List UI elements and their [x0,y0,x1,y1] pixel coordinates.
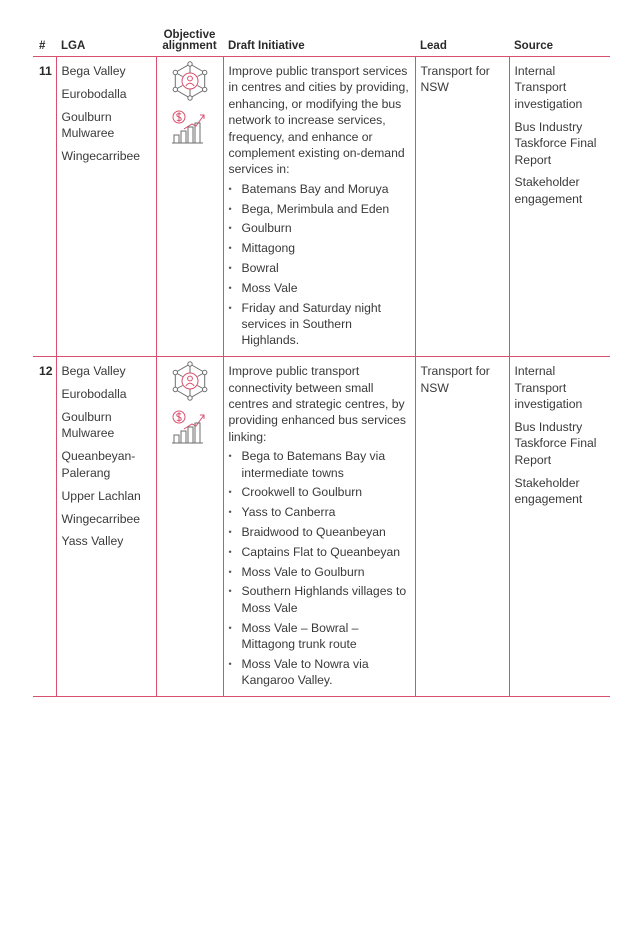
col-header-source: Source [509,30,610,57]
objective-alignment-cell [156,357,223,697]
list-item: • Batemans Bay and Moruya [229,181,410,197]
list-item: • Mittagong [229,240,410,256]
objective-alignment-cell [156,57,223,357]
source-item: Internal Transport investigation [514,364,583,412]
lga-item: Yass Valley [61,534,124,549]
list-item: • Bega, Merimbula and Eden [229,201,410,217]
list-item: • Yass to Canberra [229,504,410,520]
objective-icons [162,361,218,445]
network-people-icon [170,61,210,101]
lga-cell [56,357,156,697]
lga-item: Eurobodalla [61,86,127,101]
lead-cell: Transport for NSW [415,57,509,357]
lga-cell [56,57,156,357]
source-item: Stakeholder engagement [514,475,583,507]
growth-chart-dollar-icon [170,109,210,145]
list-item: • Moss Vale [229,280,410,296]
row-number: 11 [33,57,56,357]
lga-item: Goulburn Mulwaree [61,109,115,141]
list-item: • Southern Highlands villages to Moss Vale [229,583,410,616]
initiatives-table [33,30,610,697]
initiative-location-list [229,448,410,688]
list-item: • Crookwell to Goulburn [229,484,410,500]
list-item: • Captains Flat to Queanbeyan [229,544,410,560]
table-header-row [33,30,610,57]
lga-item: Bega Valley [61,64,126,78]
initiative-location-list [229,181,410,349]
source-item: Internal Transport investigation [514,64,583,111]
table-row [33,57,610,357]
list-item: • Bega to Batemans Bay via intermediate towns [229,448,410,481]
draft-initiative-cell [223,357,415,697]
row-number: 12 [33,357,56,697]
source-cell [509,357,610,697]
col-header-lga: LGA [56,30,156,57]
draft-initiative-text: Improve public transport services in centres and cities by providing, enhancing, or modifying the bus network to increase services, frequency, and enhance or complement existing on-demand services in: [228,64,409,177]
source-cell [509,57,610,357]
draft-initiative-cell [223,57,415,357]
list-item: • Bowral [229,260,410,276]
lga-item: Wingecarribee [61,511,141,526]
lga-item: Queanbeyan-Palerang [61,449,136,480]
list-item: • Moss Vale to Goulburn [229,564,410,580]
col-header-objective-alignment: Objective alignment [156,30,223,57]
source-item: Bus Industry Taskforce Final Report [514,419,597,467]
col-header-number: # [33,30,56,57]
col-header-draft-initiative: Draft Initiative [223,30,415,57]
table-row [33,357,610,697]
lga-item: Bega Valley [61,364,126,379]
col-header-lead: Lead [415,30,509,57]
list-item: • Braidwood to Queanbeyan [229,524,410,540]
lga-item: Eurobodalla [61,387,127,402]
lga-item: Goulburn Mulwaree [61,410,115,441]
growth-chart-dollar-icon [170,409,210,445]
source-item: Stakeholder engagement [514,175,583,206]
list-item: • Friday and Saturday night services in Southern Highlands. [229,300,410,349]
list-item: • Moss Vale to Nowra via Kangaroo Valley. [229,656,410,689]
lga-item: Wingecarribee [61,149,141,164]
lga-item: Upper Lachlan [61,488,141,503]
objective-icons [162,61,218,145]
list-item: • Moss Vale – Bowral – Mittagong trunk route [229,620,410,653]
draft-initiative-text: Improve public transport connectivity between small centres and strategic centres, by providing enhanced bus services linking: [228,364,407,444]
source-item: Bus Industry Taskforce Final Report [514,119,597,167]
lead-cell: Transport for NSW [415,357,509,697]
list-item: • Goulburn [229,220,410,236]
network-people-icon [170,361,210,401]
